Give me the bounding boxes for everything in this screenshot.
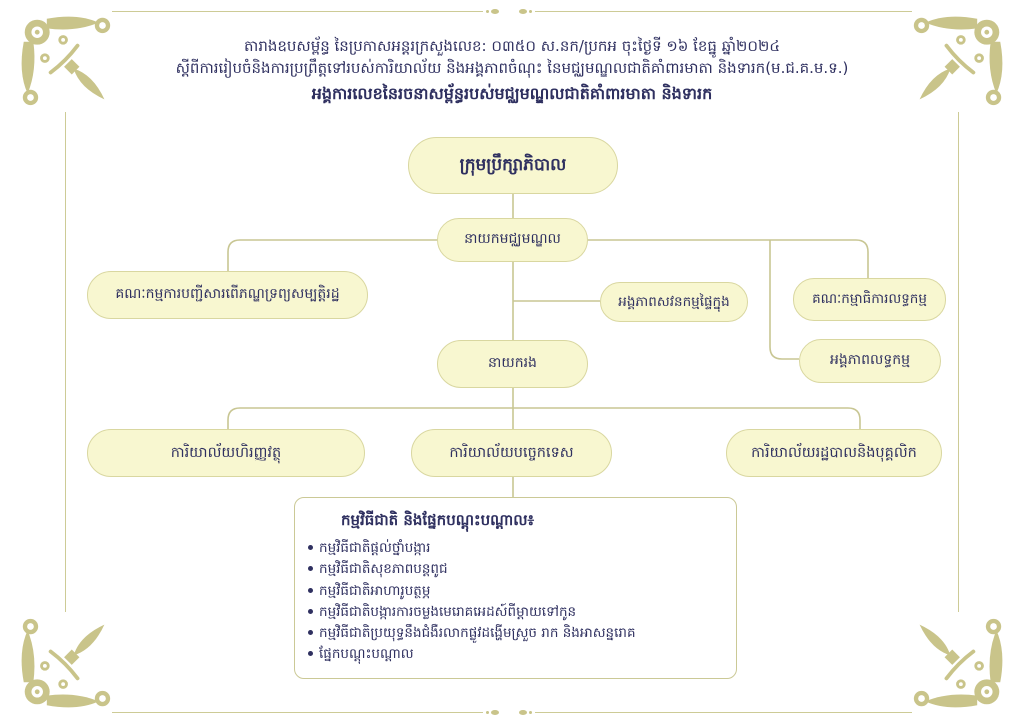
program-item [308, 602, 722, 622]
programs-list [308, 538, 722, 665]
org-box-procurement-committee: គណៈកម្មាធិការលទ្ធកម្ម [793, 278, 946, 321]
bullet-dot-icon [308, 630, 313, 635]
bullet-dot-icon [308, 609, 313, 614]
org-box-finance-office: ការិយាល័យហិរញ្ញវត្ថុ [87, 429, 365, 477]
org-box-inventory-committee: គណៈកម្មការបញ្ជីសារពើភណ្ឌទ្រព្យសម្បត្តិរដ្ឋ [87, 271, 368, 319]
org-box-internal-audit-unit: អង្គភាពសវនកម្មផ្ទៃក្នុង [600, 282, 748, 322]
org-box-center-director: នាយកមជ្ឈមណ្ឌល [437, 218, 588, 262]
program-item-label: ផ្នែកបណ្តុះបណ្តាល [319, 646, 414, 663]
program-item-label: កម្មវិធីជាតិអាហារូបត្ថម្ភ [319, 582, 431, 599]
program-item-label: កម្មវិធីជាតិសុខភាពបន្តពូជ [319, 561, 448, 578]
org-box-deputy-director: នាយករង [437, 340, 588, 388]
programs-title: កម្មវិធីជាតិ និងផ្នែកបណ្តុះបណ្តាល៖ [341, 511, 535, 529]
program-item [308, 559, 722, 579]
bullet-dot-icon [308, 545, 313, 550]
program-item [308, 644, 722, 664]
program-item [308, 623, 722, 643]
org-box-technical-office: ការិយាល័យបច្ចេកទេស [411, 429, 612, 477]
programs-panel [294, 497, 737, 679]
header-line-2: ស្តីពីការរៀបចំនិងការប្រព្រឹត្តទៅរបស់ការិយាល័យ និងអង្គភាពចំណុះ នៃមជ្ឈមណ្ឌលជាតិគាំពារមាតា និងទារក(ម.ជ.គ.ម.ទ.) [175, 58, 849, 77]
org-box-procurement-unit: អង្គភាពលទ្ធកម្ម [799, 339, 941, 383]
bullet-dot-icon [308, 588, 313, 593]
bullet-dot-icon [308, 651, 313, 656]
program-item [308, 538, 722, 558]
bullet-dot-icon [308, 566, 313, 571]
org-box-board: ក្រុមប្រឹក្សាភិបាល [408, 137, 618, 194]
program-item-label: កម្មវិធីជាតិបង្ការការចម្លងមេរោគអេដស៍ពីម្តាយទៅកូន [319, 603, 577, 620]
header-line-1: តារាងឧបសម្ព័ន្ធ នៃប្រកាសអន្តរក្រសួងលេខ: ០៣៥០ ស.នក/ប្រកអ ចុះថ្ងៃទី ១៦ ខែធ្នូ ឆ្នាំ២០២៤ [244, 37, 780, 55]
program-item-label: កម្មវិធីជាតិប្រយុទ្ធនឹងជំងឺរលាកផ្លូវដង្ហើមស្រួច រាក និងអាសន្នរោគ [319, 625, 636, 641]
program-item [308, 581, 722, 601]
program-item-label: កម្មវិធីជាតិផ្តល់ថ្នាំបង្ការ [319, 540, 431, 556]
header-line-3: អង្គការលេខនៃរចនាសម្ព័ន្ធរបស់មជ្ឈមណ្ឌលជាតិគាំពារមាតា និងទារក [311, 83, 713, 103]
org-box-admin-personnel-office: ការិយាល័យរដ្ឋបាលនិងបុគ្គលិក [726, 429, 942, 477]
